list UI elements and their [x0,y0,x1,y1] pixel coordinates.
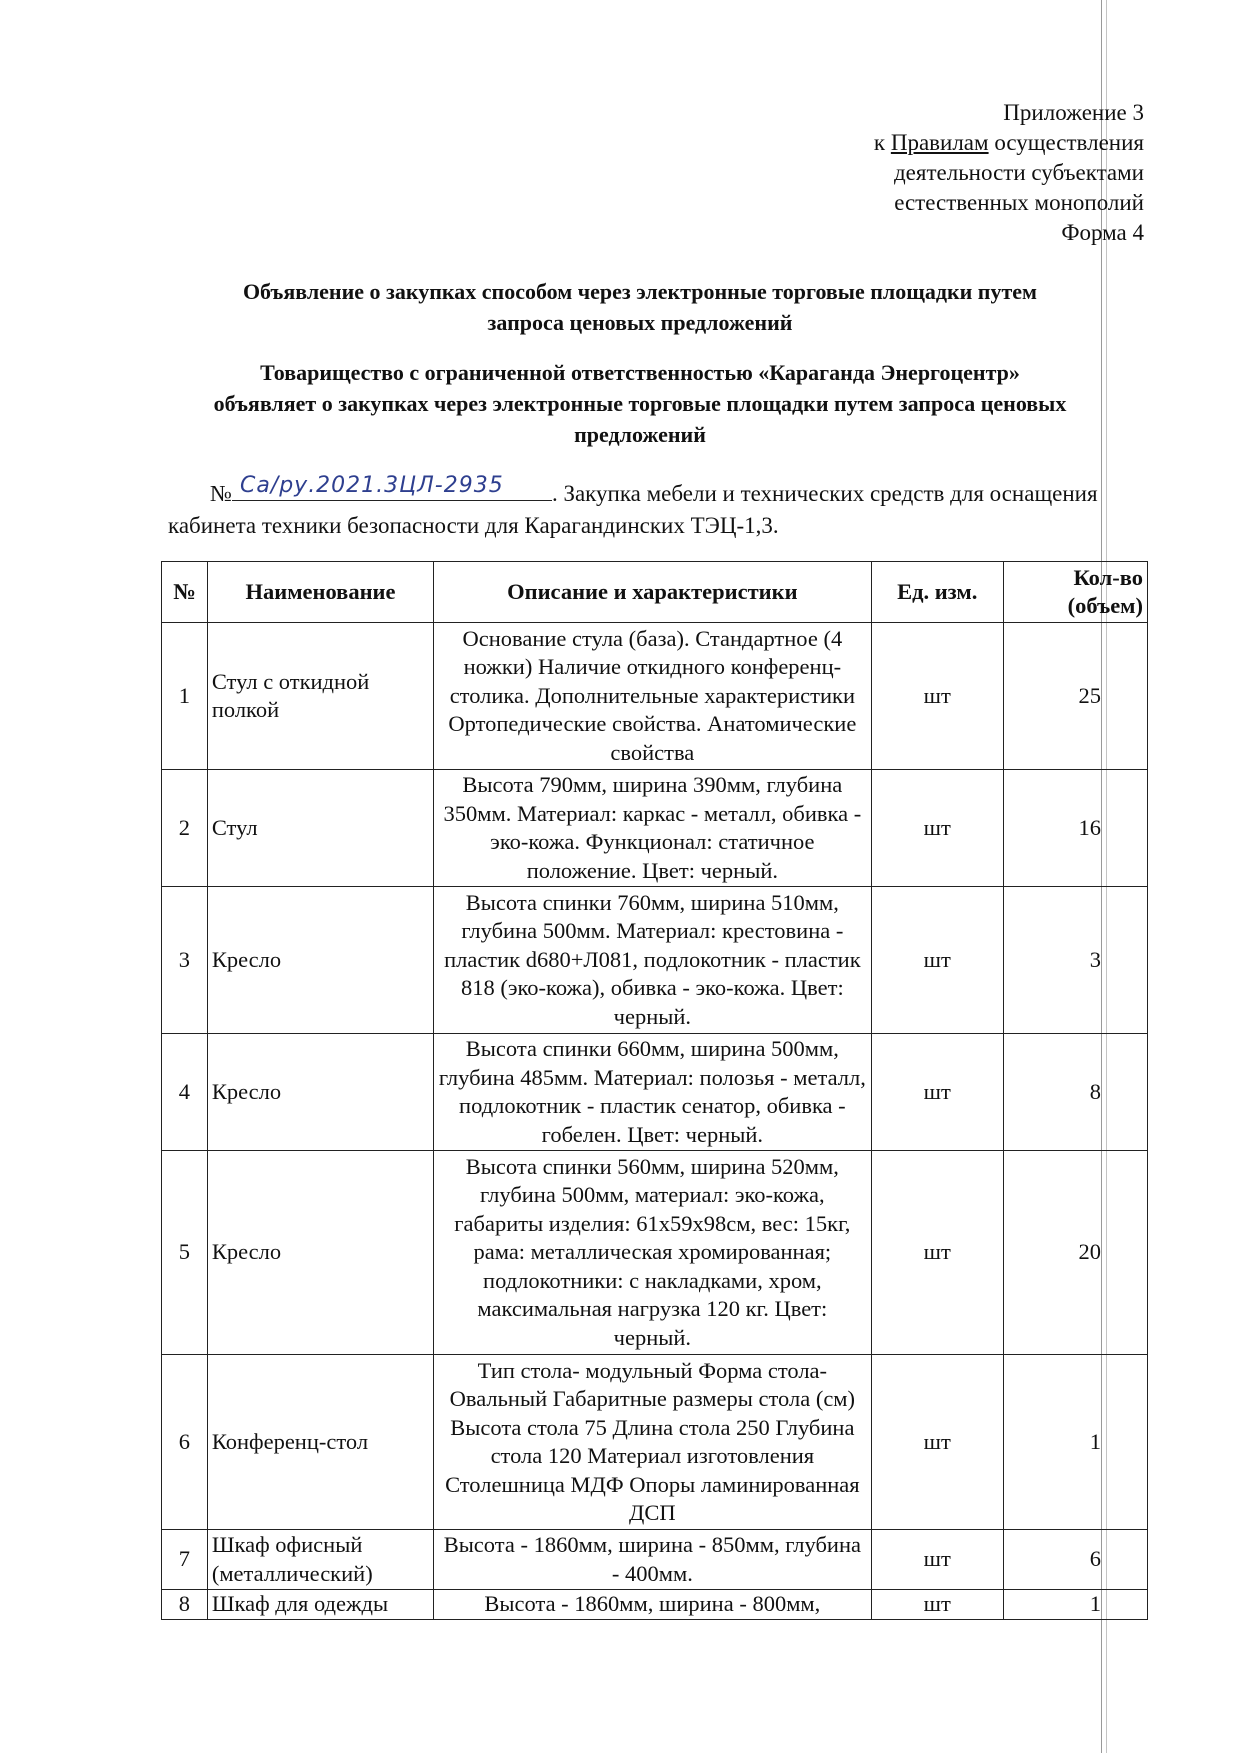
number-sign: № [210,481,232,506]
cell-num: 2 [162,770,208,887]
table-row [162,887,1148,1034]
header-desc: Описание и характеристики [434,562,871,623]
cell-desc: Высота - 1860мм, ширина - 850мм, глубина - 400мм. [434,1530,871,1590]
appendix-line: Форма 4 [1061,220,1144,245]
cell-name: Стул [207,770,433,887]
cell-num: 1 [162,623,208,770]
cell-name: Кресло [207,887,433,1034]
cell-desc: Высота спинки 660мм, ширина 500мм, глубина 485мм. Материал: полозья - металл, подлокотник - пластик сенатор, обивка - гобелен. Цвет: черный. [434,1034,871,1151]
header-unit: Ед. изм. [871,562,1003,623]
table-row [162,1355,1148,1530]
table-row [162,1034,1148,1151]
cell-qty: 1 [1003,1355,1147,1530]
procurement-number-field [232,474,552,501]
cell-qty: 1 [1003,1590,1147,1620]
cell-desc: Тип стола- модульный Форма стола- Овальный Габаритные размеры стола (см) Высота стола 75 Длина стола 250 Глубина стола 120 Материал изготовления Столешница МДФ Опоры ламинированная ДСП [434,1355,871,1530]
cell-unit: шт [871,1590,1003,1620]
cell-name: Шкаф для одежды [207,1590,433,1620]
table-row [162,623,1148,770]
procurement-text-line2: кабинета техники безопасности для Карагандинских ТЭЦ-1,3. [168,513,779,538]
cell-unit: шт [871,887,1003,1034]
appendix-line: естественных монополий [894,190,1144,215]
cell-num: 7 [162,1530,208,1590]
cell-desc: Высота спинки 560мм, ширина 520мм, глубина 500мм, материал: эко-кожа, габариты изделия: 61x59x98см, вес: 15кг, рама: металлическая хромированная; подлокотники: с накладками, хром, максимальная нагрузка 120 кг. Цвет: черный. [434,1151,871,1355]
cell-num: 4 [162,1034,208,1151]
header-qty: Кол-во (объем) [1003,562,1147,623]
cell-name: Кресло [207,1151,433,1355]
handwritten-number: Са/ру.2021.3ЦЛ-2935 [239,473,504,498]
header-num: № [162,562,208,623]
cell-qty: 16 [1003,770,1147,887]
cell-unit: шт [871,770,1003,887]
cell-name: Конференц-стол [207,1355,433,1530]
appendix-line: деятельности субъектами [893,160,1144,185]
cell-desc: Высота 790мм, ширина 390мм, глубина 350мм. Материал: каркас - металл, обивка - эко-кожа. Функционал: статичное положение. Цвет: черный. [434,770,871,887]
cell-qty: 8 [1003,1034,1147,1151]
cell-unit: шт [871,1530,1003,1590]
cell-unit: шт [871,1355,1003,1530]
cell-num: 6 [162,1355,208,1530]
announcement-heading: Товарищество с ограниченной ответственностью «Караганда Энергоцентр» объявляет о закупках через электронные торговые площадки путем запроса ценовых предложений [213,360,1067,447]
header-name: Наименование [207,562,433,623]
appendix-line: Приложение 3 [1003,100,1144,125]
appendix-line: к Правилам осуществления [873,130,1144,155]
cell-qty: 6 [1003,1530,1147,1590]
table-row [162,1590,1148,1620]
table-row [162,1151,1148,1355]
rules-link[interactable]: Правилам [890,130,989,155]
table-header-row [162,562,1148,623]
appendix-reference [874,98,1144,248]
procurement-description [168,474,1143,542]
cell-qty: 3 [1003,887,1147,1034]
cell-desc: Высота спинки 760мм, ширина 510мм, глубина 500мм. Материал: крестовина - пластик d680+Л081, подлокотник - пластик 818 (эко-кожа), обивка - эко-кожа. Цвет: черный. [434,887,871,1034]
cell-qty: 25 [1003,623,1147,770]
cell-name: Шкаф офисный (металлический) [207,1530,433,1590]
cell-desc: Высота - 1860мм, ширина - 800мм, [434,1590,871,1620]
cell-unit: шт [871,623,1003,770]
cell-name: Стул с откидной полкой [207,623,433,770]
cell-num: 8 [162,1590,208,1620]
document-title: Объявление о закупках способом через электронные торговые площадки путем запроса ценовых предложений [242,279,1038,335]
table-row [162,1530,1148,1590]
cell-num: 3 [162,887,208,1034]
cell-qty: 20 [1003,1151,1147,1355]
items-table [161,561,1148,1620]
cell-desc: Основание стула (база). Стандартное (4 ножки) Наличие откидного конференц-столика. Дополнительные характеристики Ортопедические свойства. Анатомические свойства [434,623,871,770]
cell-unit: шт [871,1151,1003,1355]
cell-unit: шт [871,1034,1003,1151]
cell-num: 5 [162,1151,208,1355]
table-row [162,770,1148,887]
procurement-text: . Закупка мебели и технических средств для оснащения [551,481,1098,506]
cell-name: Кресло [207,1034,433,1151]
